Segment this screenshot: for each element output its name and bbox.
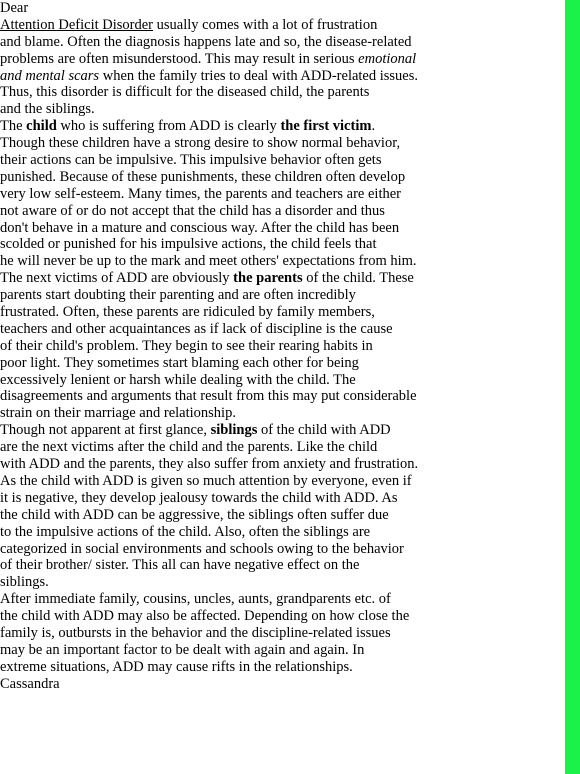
paragraph-3-line-6: poor light. They sometimes start blaming each other for being [0,354,359,371]
paragraph-3-line-5: of their child's problem. They begin to see their rearing habits in [0,337,373,354]
paragraph-5-line-4: may be an important factor to be dealt with again and again. In [0,641,365,658]
paragraph-2-line-5: very low self-esteem. Many times, the parents and teachers are either [0,185,402,202]
paragraph-4-line-7: to the impulsive actions of the child. Also, often the siblings are [0,523,371,540]
paragraph-4-line-5: it is negative, they develop jealousy towards the child with ADD. As [0,489,398,506]
green-sidebar-strip [565,0,580,774]
emphasis-text: and mental scars [0,67,100,84]
paragraph-1-line-1 [0,17,562,34]
paragraph-1-line-2: and blame. Often the diagnosis happens late and so, the disease-related [0,33,412,50]
bold-text: child [26,118,57,135]
paragraph-1-line-4 [0,68,562,85]
paragraph-2-line-8: scolded or punished for his impulsive actions, the child feels that [0,236,377,253]
text-span: usually comes with a lot of frustration [153,16,378,33]
paragraph-2-line-7: don't behave in a mature and conscious way. After the child has been [0,219,400,236]
paragraph-4-line-6: the child with ADD can be aggressive, the siblings often suffer due [0,506,389,523]
text-span: of the child with ADD [257,422,391,439]
greeting: Dear [0,0,29,16]
emphasis-text: emotional [358,50,417,67]
paragraph-4-line-8: categorized in social environments and schools owing to the behavior [0,540,404,557]
paragraph-1-line-5: Thus, this disorder is difficult for the diseased child, the parents [0,84,370,101]
text-span: problems are often misunderstood. This may result in serious [0,50,359,67]
paragraph-4-line-10: siblings. [0,574,49,591]
paragraph-3-line-1 [0,270,562,287]
text-span: Though not apparent at first glance, [0,422,211,439]
paragraph-5-line-1: After immediate family, cousins, uncles, aunts, grandparents etc. of [0,591,391,608]
paragraph-3-line-8: disagreements and arguments that result from this may put considerable [0,388,417,405]
text-span: of the child. These [302,270,414,287]
paragraph-2-line-3: their actions can be impulsive. This impulsive behavior often gets [0,152,382,169]
paragraph-1-line-3 [0,51,562,68]
paragraph-5-line-3: family is, outbursts in the behavior and the discipline-related issues [0,624,391,641]
signature: Cassandra [0,675,60,692]
paragraph-4-line-1 [0,422,562,439]
bold-text: the first victim [280,118,372,135]
bold-text: siblings [210,422,258,439]
paragraph-3-line-7: excessively lenient or harsh while dealing with the child. The [0,371,356,388]
paragraph-2-line-9: he will never be up to the mark and meet others' expectations from him. [0,253,417,270]
paragraph-4-line-3: with ADD and the parents, they also suffer from anxiety and frustration. [0,456,419,473]
paragraph-5-line-5: extreme situations, ADD may cause rifts in the relationships. [0,658,353,675]
paragraph-3-line-3: frustrated. Often, these parents are ridiculed by family members, [0,304,375,321]
paragraph-1-line-6: and the siblings. [0,101,95,118]
paragraph-2-line-4: punished. Because of these punishments, these children often develop [0,168,406,185]
text-span: The next victims of ADD are obviously [0,270,234,287]
paragraph-4-line-4: As the child with ADD is given so much attention by everyone, even if [0,472,412,489]
text-span: who is suffering from ADD is clearly [56,118,281,135]
paragraph-4-line-9: of their brother/ sister. This all can have negative effect on the [0,557,360,574]
paragraph-3-line-2: parents start doubting their parenting and are often incredibly [0,287,356,304]
text-span: The [0,118,27,135]
text-span: when the family tries to deal with ADD-related issues. [99,67,419,84]
paragraph-2-line-2: Though these children have a strong desire to show normal behavior, [0,135,401,152]
paragraph-3-line-4: teachers and other acquaintances as if lack of discipline is the cause [0,320,393,337]
paragraph-2-line-6: not aware of or do not accept that the child has a disorder and thus [0,202,385,219]
paragraph-2-line-1 [0,118,562,135]
attention-deficit-disorder-link[interactable]: Attention Deficit Disorder [0,16,154,33]
paragraph-3-line-9: strain on their marriage and relationship. [0,405,236,422]
paragraph-5-line-2: the child with ADD may also be affected. Depending on how close the [0,608,410,625]
paragraph-4-line-2: are the next victims after the child and the parents. Like the child [0,439,378,456]
bold-text: the parents [233,270,303,287]
text-span: . [371,118,376,135]
